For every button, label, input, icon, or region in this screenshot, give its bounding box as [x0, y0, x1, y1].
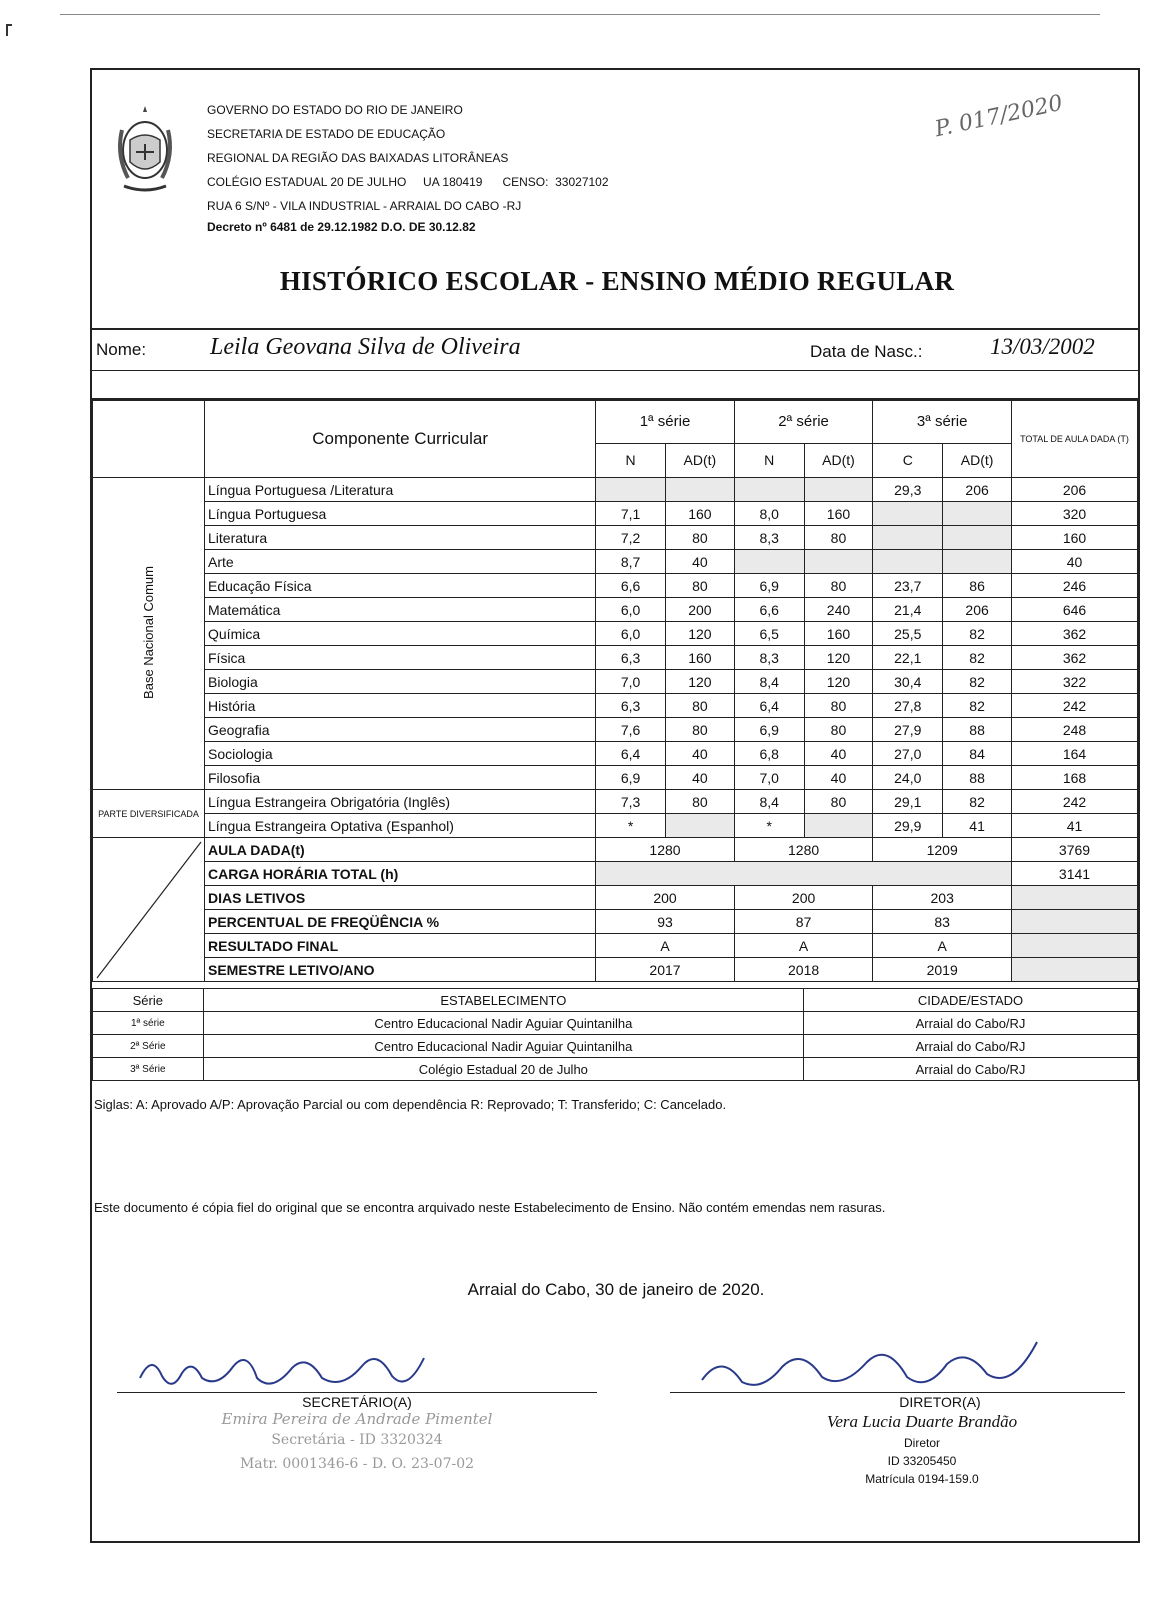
diagonal-line-icon — [93, 840, 204, 980]
grade-cell: 6,3 — [596, 694, 666, 718]
serie-header: Série — [93, 989, 204, 1012]
subject-name: Filosofia — [205, 766, 596, 790]
secretary-title: SECRETÁRIO(A) — [302, 1394, 412, 1410]
institution-header — [207, 98, 609, 236]
total-cell: 362 — [1012, 646, 1138, 670]
grade-cell: 86 — [943, 574, 1012, 598]
director-signature-scribble — [692, 1332, 1052, 1398]
total-cell: 320 — [1012, 502, 1138, 526]
subject-name: Educação Física — [205, 574, 596, 598]
subheader-c: C — [873, 443, 943, 477]
base-nacional-label: Base Nacional Comum — [141, 565, 156, 699]
city-cell: Arraial do Cabo/RJ — [804, 1012, 1138, 1035]
summary-label: CARGA HORÁRIA TOTAL (h) — [205, 862, 596, 886]
grade-cell — [873, 550, 943, 574]
grade-cell: 21,4 — [873, 598, 943, 622]
establishments-table — [92, 988, 1138, 1081]
table-row — [93, 550, 1138, 574]
city-cell: Arraial do Cabo/RJ — [804, 1058, 1138, 1081]
city-header: CIDADE/ESTADO — [804, 989, 1138, 1012]
header-blank — [93, 401, 205, 478]
grade-cell: 7,2 — [596, 526, 666, 550]
summary-value: A — [596, 934, 735, 958]
director-stamp-role: Diretor — [903, 1436, 940, 1450]
spacer-row — [92, 370, 1140, 400]
summary-label: RESULTADO FINAL — [205, 934, 596, 958]
grade-cell — [665, 814, 734, 838]
grade-cell: 6,9 — [734, 574, 804, 598]
grade-cell: 7,0 — [596, 670, 666, 694]
grade-cell — [943, 550, 1012, 574]
summary-value: 200 — [734, 886, 873, 910]
establishments-header-row — [93, 989, 1138, 1012]
base-nacional-label-cell — [93, 478, 205, 790]
establishment-cell: Centro Educacional Nadir Aguiar Quintanilha — [203, 1035, 803, 1058]
grade-cell: 82 — [943, 622, 1012, 646]
table-row — [93, 622, 1138, 646]
director-stamp-id: ID 33205450 — [887, 1454, 957, 1468]
grade-cell: 22,1 — [873, 646, 943, 670]
summary-value: 1280 — [596, 838, 735, 862]
summary-row-carga — [93, 862, 1138, 886]
serie-cell: 1ª série — [93, 1012, 204, 1035]
carga-blank — [596, 862, 1012, 886]
grade-cell: 80 — [804, 574, 873, 598]
grade-cell: 80 — [804, 694, 873, 718]
grade-cell: 82 — [943, 646, 1012, 670]
table-row — [93, 670, 1138, 694]
subject-name: Biologia — [205, 670, 596, 694]
summary-label: AULA DADA(t) — [205, 838, 596, 862]
table-row — [93, 814, 1138, 838]
total-cell: 40 — [1012, 550, 1138, 574]
director-title: DIRETOR(A) — [899, 1394, 981, 1410]
grade-cell: 25,5 — [873, 622, 943, 646]
header-line-address: RUA 6 S/Nº - VILA INDUSTRIAL - ARRAIAL DO CABO -RJ — [207, 199, 522, 213]
summary-value: 203 — [873, 886, 1012, 910]
grade-cell: 6,9 — [734, 718, 804, 742]
grade-cell: 240 — [804, 598, 873, 622]
table-row — [93, 502, 1138, 526]
summary-row-freq — [93, 910, 1138, 934]
grade-cell: 206 — [943, 598, 1012, 622]
summary-total: 3141 — [1012, 862, 1138, 886]
summary-total-blank — [1012, 958, 1138, 982]
summary-diagonal-cell — [93, 838, 205, 982]
grade-cell: 40 — [804, 742, 873, 766]
table-row — [93, 574, 1138, 598]
grade-cell: 84 — [943, 742, 1012, 766]
header-line-government: GOVERNO DO ESTADO DO RIO DE JANEIRO — [207, 103, 463, 117]
grade-cell: 120 — [804, 646, 873, 670]
table-row — [93, 790, 1138, 814]
city-cell: Arraial do Cabo/RJ — [804, 1035, 1138, 1058]
total-cell: 322 — [1012, 670, 1138, 694]
table-row — [93, 478, 1138, 502]
establishment-cell: Colégio Estadual 20 de Julho — [203, 1058, 803, 1081]
grade-cell: 8,4 — [734, 790, 804, 814]
grade-cell: 29,9 — [873, 814, 943, 838]
total-cell: 206 — [1012, 478, 1138, 502]
subject-name: História — [205, 694, 596, 718]
subheader-n: N — [596, 443, 666, 477]
grade-cell: 8,4 — [734, 670, 804, 694]
scan-top-line — [60, 14, 1100, 15]
grade-cell: 40 — [665, 742, 734, 766]
subheader-n: N — [734, 443, 804, 477]
grade-cell — [943, 502, 1012, 526]
grade-cell: 80 — [804, 526, 873, 550]
table-row — [93, 1035, 1138, 1058]
grade-cell: 6,9 — [596, 766, 666, 790]
grade-cell: 7,6 — [596, 718, 666, 742]
summary-value: A — [734, 934, 873, 958]
grade-cell — [804, 814, 873, 838]
table-row — [93, 694, 1138, 718]
total-cell: 164 — [1012, 742, 1138, 766]
grade-cell: 160 — [665, 502, 734, 526]
grade-cell: 40 — [665, 550, 734, 574]
table-row — [93, 742, 1138, 766]
director-signature-line — [670, 1392, 1125, 1393]
document-title: HISTÓRICO ESCOLAR - ENSINO MÉDIO REGULAR — [279, 266, 955, 296]
summary-value: 1209 — [873, 838, 1012, 862]
grade-cell: 7,1 — [596, 502, 666, 526]
grade-cell: 120 — [804, 670, 873, 694]
grade-cell: 80 — [665, 526, 734, 550]
grade-cell: 8,7 — [596, 550, 666, 574]
grades-header-row — [93, 401, 1138, 444]
birth-date-label: Data de Nasc.: — [810, 342, 923, 361]
grade-cell: 6,4 — [596, 742, 666, 766]
summary-value: 1280 — [734, 838, 873, 862]
establishment-cell: Centro Educacional Nadir Aguiar Quintanilha — [203, 1012, 803, 1035]
grade-cell: 23,7 — [873, 574, 943, 598]
grade-cell: 40 — [804, 766, 873, 790]
grade-cell — [665, 478, 734, 502]
establishment-header: ESTABELECIMENTO — [203, 989, 803, 1012]
serie-cell: 2ª Série — [93, 1035, 204, 1058]
student-name-label: Nome: — [96, 340, 147, 359]
summary-value: 2019 — [873, 958, 1012, 982]
grade-cell: 6,0 — [596, 598, 666, 622]
header-line-school: COLÉGIO ESTADUAL 20 DE JULHO UA 180419 CENSO: 33027102 — [207, 175, 609, 189]
state-coat-of-arms-icon — [110, 100, 180, 200]
grade-cell: 40 — [665, 766, 734, 790]
grade-cell: 80 — [804, 790, 873, 814]
grade-cell: 82 — [943, 790, 1012, 814]
summary-row-resultado — [93, 934, 1138, 958]
component-header: Componente Curricular — [205, 401, 596, 478]
total-cell: 246 — [1012, 574, 1138, 598]
place-and-date: Arraial do Cabo, 30 de janeiro de 2020. — [467, 1280, 765, 1299]
grade-cell: * — [596, 814, 666, 838]
grade-cell — [943, 526, 1012, 550]
table-row — [93, 598, 1138, 622]
grade-cell: 6,0 — [596, 622, 666, 646]
summary-label: DIAS LETIVOS — [205, 886, 596, 910]
header-decreto: Decreto nº 6481 de 29.12.1982 D.O. DE 30.12.82 — [207, 220, 476, 234]
grade-cell: 8,3 — [734, 526, 804, 550]
total-cell: 242 — [1012, 790, 1138, 814]
total-cell: 160 — [1012, 526, 1138, 550]
grade-cell: 30,4 — [873, 670, 943, 694]
grade-cell: 6,6 — [596, 574, 666, 598]
legend-acronyms: Siglas: A: Aprovado A/P: Aprovação Parcial ou com dependência R: Reprovado; T: Transferido; C: Cancelado. — [94, 1097, 727, 1112]
grade-cell: 88 — [943, 718, 1012, 742]
student-name: Leila Geovana Silva de Oliveira — [210, 334, 521, 360]
table-row — [93, 646, 1138, 670]
grade-cell: 120 — [665, 670, 734, 694]
school-transcript-document — [90, 68, 1140, 1543]
header-line-regional: REGIONAL DA REGIÃO DAS BAIXADAS LITORÂNEAS — [207, 151, 509, 165]
grade-cell — [804, 550, 873, 574]
subject-name: Sociologia — [205, 742, 596, 766]
grade-cell: 80 — [804, 718, 873, 742]
grade-cell: 29,1 — [873, 790, 943, 814]
summary-value: 83 — [873, 910, 1012, 934]
grade-cell: 80 — [665, 574, 734, 598]
serie-cell: 3ª Série — [93, 1058, 204, 1081]
grade-cell: 8,3 — [734, 646, 804, 670]
grade-cell: 8,0 — [734, 502, 804, 526]
handwritten-protocol-number: P. 017/2020 — [932, 90, 1065, 143]
subject-name: Literatura — [205, 526, 596, 550]
subheader-adt: AD(t) — [665, 443, 734, 477]
subject-name: Língua Portuguesa /Literatura — [205, 478, 596, 502]
grade-cell: 82 — [943, 694, 1012, 718]
summary-row-aula-dada — [93, 838, 1138, 862]
summary-value: 93 — [596, 910, 735, 934]
grade-cell: 200 — [665, 598, 734, 622]
summary-total-blank — [1012, 910, 1138, 934]
grade-cell: 80 — [665, 718, 734, 742]
grade-cell: 27,8 — [873, 694, 943, 718]
secretary-stamp-registration: Matr. 0001346-6 - D. O. 23-07-02 — [239, 1456, 475, 1472]
grade-cell: 6,6 — [734, 598, 804, 622]
grade-cell: 160 — [804, 622, 873, 646]
summary-total-blank — [1012, 934, 1138, 958]
grade-cell: 80 — [665, 790, 734, 814]
grade-cell: 160 — [665, 646, 734, 670]
grade-cell: 7,3 — [596, 790, 666, 814]
grades-table — [92, 400, 1138, 982]
subheader-adt: AD(t) — [804, 443, 873, 477]
grade-cell — [734, 478, 804, 502]
secretary-signature-scribble — [132, 1338, 432, 1398]
total-cell: 41 — [1012, 814, 1138, 838]
subject-name: Arte — [205, 550, 596, 574]
subheader-adt: AD(t) — [943, 443, 1012, 477]
header-line-secretariat: SECRETARIA DE ESTADO DE EDUCAÇÃO — [207, 127, 446, 141]
subject-name: Língua Estrangeira Optativa (Espanhol) — [205, 814, 596, 838]
summary-row-dias — [93, 886, 1138, 910]
grade-cell — [596, 478, 666, 502]
series-header-2: 2ª série — [734, 401, 873, 444]
grade-cell — [873, 526, 943, 550]
grade-cell: 88 — [943, 766, 1012, 790]
grade-cell: 27,9 — [873, 718, 943, 742]
secretary-signature-line — [117, 1392, 597, 1393]
grade-cell — [804, 478, 873, 502]
table-row — [93, 526, 1138, 550]
grade-cell: 27,0 — [873, 742, 943, 766]
grade-cell: 120 — [665, 622, 734, 646]
grade-cell: 160 — [804, 502, 873, 526]
table-row — [93, 1058, 1138, 1081]
grade-cell: 82 — [943, 670, 1012, 694]
parte-diversificada-label: PARTE DIVERSIFICADA — [93, 790, 205, 838]
summary-value: A — [873, 934, 1012, 958]
grade-cell: 6,4 — [734, 694, 804, 718]
total-cell: 646 — [1012, 598, 1138, 622]
grade-cell: 6,8 — [734, 742, 804, 766]
grade-cell — [734, 550, 804, 574]
total-header: TOTAL DE AULA DADA (T) — [1012, 401, 1138, 478]
summary-value: 2018 — [734, 958, 873, 982]
series-header-1: 1ª série — [596, 401, 735, 444]
summary-label: SEMESTRE LETIVO/ANO — [205, 958, 596, 982]
subject-name: Química — [205, 622, 596, 646]
summary-label: PERCENTUAL DE FREQÜÊNCIA % — [205, 910, 596, 934]
table-row — [93, 718, 1138, 742]
grade-cell: 80 — [665, 694, 734, 718]
summary-value: 87 — [734, 910, 873, 934]
grade-cell: 206 — [943, 478, 1012, 502]
table-row — [93, 1012, 1138, 1035]
grade-cell: 41 — [943, 814, 1012, 838]
table-row — [93, 766, 1138, 790]
grade-cell: 6,3 — [596, 646, 666, 670]
grade-cell: 29,3 — [873, 478, 943, 502]
grade-cell: 24,0 — [873, 766, 943, 790]
birth-date: 13/03/2002 — [990, 334, 1095, 359]
student-info-row — [92, 328, 1140, 371]
summary-row-semestre — [93, 958, 1138, 982]
summary-total: 3769 — [1012, 838, 1138, 862]
grade-cell — [873, 502, 943, 526]
subject-name: Geografia — [205, 718, 596, 742]
certification-statement: Este documento é cópia fiel do original que se encontra arquivado neste Estabelecimento de Ensino. Não contém emendas nem rasuras. — [94, 1200, 886, 1215]
total-cell: 362 — [1012, 622, 1138, 646]
director-stamp-registration: Matrícula 0194-159.0 — [865, 1472, 979, 1486]
secretary-stamp-name: Emira Pereira de Andrade Pimentel — [221, 1410, 493, 1428]
grade-cell: 6,5 — [734, 622, 804, 646]
total-cell: 168 — [1012, 766, 1138, 790]
subject-name: Língua Estrangeira Obrigatória (Inglês) — [205, 790, 596, 814]
summary-value: 2017 — [596, 958, 735, 982]
secretary-stamp-role: Secretária - ID 3320324 — [271, 1432, 443, 1448]
subject-name: Física — [205, 646, 596, 670]
summary-total-blank — [1012, 886, 1138, 910]
grade-cell: 7,0 — [734, 766, 804, 790]
summary-value: 200 — [596, 886, 735, 910]
total-cell: 242 — [1012, 694, 1138, 718]
subject-name: Matemática — [205, 598, 596, 622]
series-header-3: 3ª série — [873, 401, 1012, 444]
scan-corner-mark — [6, 24, 12, 36]
total-cell: 248 — [1012, 718, 1138, 742]
subject-name: Língua Portuguesa — [205, 502, 596, 526]
director-stamp-name: Vera Lucia Duarte Brandão — [826, 1412, 1018, 1431]
grade-cell: * — [734, 814, 804, 838]
